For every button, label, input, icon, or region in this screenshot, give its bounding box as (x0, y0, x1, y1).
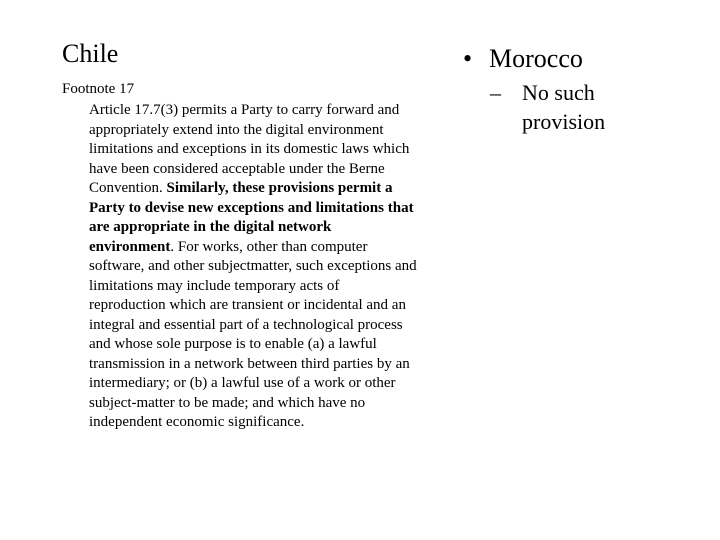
footnote-label: Footnote 17 (62, 81, 135, 97)
footnote-emphasis-text: Similarly, these provisions permit a Party to devise new exceptions and limitations that are appropriate in the digital network environment (89, 180, 414, 255)
chile-section (62, 38, 422, 433)
footnote-rest-text: . For works, other than computer software, and other subjectmatter, such exceptions and limitations may include temporary acts of reproduction which are transient or incidental and an integral and essential part of a technological process and whose sole purpose is to enable (a) a lawful transmission in a network between third parties by an intermediary; or (b) a lawful use of a work or other subject-matter to be made; and which have no independent economic significance. (89, 238, 417, 430)
morocco-section (463, 42, 703, 136)
footnote-intro-text: Article 17.7(3) permits a Party to carry forward and appropriately extend into the digital environment limitations and exceptions in its domestic laws which have been considered acceptable under the Berne Convention. (89, 102, 410, 196)
morocco-bullet (463, 42, 703, 76)
morocco-sub-bullet (490, 78, 703, 136)
bullet-icon: • (463, 44, 473, 73)
morocco-heading: Morocco (489, 44, 583, 73)
dash-icon: – (490, 80, 501, 105)
chile-heading: Chile (62, 39, 119, 68)
morocco-sub-text: No such provision (522, 80, 606, 134)
footnote-body (89, 101, 419, 433)
